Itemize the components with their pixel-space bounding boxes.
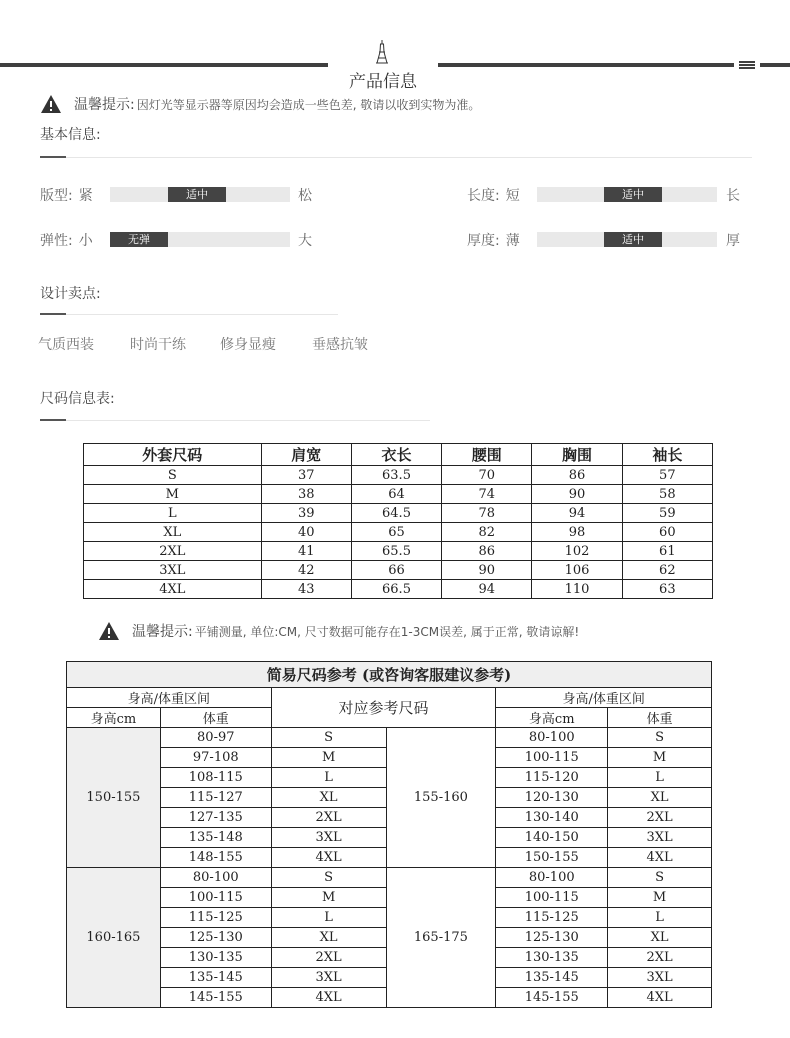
- thickness-attr: 厚度: 薄: [467, 233, 520, 249]
- table-cell: 70: [442, 466, 532, 485]
- header-rule-end: [760, 63, 790, 67]
- tip-title: 温馨提示:: [132, 624, 193, 640]
- header-cell: 体重: [160, 708, 271, 728]
- tip-mid: [98, 621, 579, 641]
- table-cell: 145-155: [496, 988, 608, 1008]
- table-cell: 130-140: [496, 808, 608, 828]
- table-cell: 2XL: [271, 808, 386, 828]
- height-range-cell: 155-160: [386, 728, 496, 868]
- table-cell: 42: [261, 561, 351, 580]
- table-cell: 57: [622, 466, 712, 485]
- header-rule-left: [0, 63, 328, 67]
- tip-top: [40, 94, 480, 114]
- feature-item: 修身显瘦: [220, 337, 276, 353]
- table-cell: 140-150: [496, 828, 608, 848]
- table-cell: 3XL: [608, 828, 712, 848]
- feature-item: 垂感抗皱: [312, 337, 368, 353]
- table-cell: L: [608, 768, 712, 788]
- table-cell: 90: [532, 485, 622, 504]
- table-cell: 60: [622, 523, 712, 542]
- table-cell: 59: [622, 504, 712, 523]
- table-cell: 61: [622, 542, 712, 561]
- table-cell: 80-97: [160, 728, 271, 748]
- table-cell: 3XL: [84, 561, 262, 580]
- table-row: [84, 542, 713, 561]
- table-cell: 130-135: [496, 948, 608, 968]
- table-header-row: [67, 688, 712, 708]
- table-cell: 135-145: [496, 968, 608, 988]
- table-cell: 115-125: [160, 908, 271, 928]
- fit-right: 松: [298, 188, 312, 204]
- table-cell: 115-125: [496, 908, 608, 928]
- header-rule-right: [438, 63, 734, 67]
- stretch-right: 大: [298, 233, 312, 249]
- fit-attr: 版型: 紧: [40, 188, 93, 204]
- table-caption: 简易尺码参考 (或咨询客服建议参考): [67, 662, 712, 688]
- menu-icon: [739, 61, 755, 69]
- length-right: 长: [726, 188, 740, 204]
- table-cell: 64.5: [351, 504, 441, 523]
- warning-icon: [98, 621, 120, 641]
- table-cell: 80-100: [160, 868, 271, 888]
- table-cell: 150-155: [496, 848, 608, 868]
- table-row: [67, 728, 712, 748]
- tip-text: 平铺测量, 单位:CM, 尺寸数据可能存在1-3CM误差, 属于正常, 敬请谅解!: [194, 624, 580, 639]
- table-cell: XL: [271, 788, 386, 808]
- table-header-row: [84, 444, 713, 466]
- table-row: [84, 466, 713, 485]
- table-cell: S: [271, 728, 386, 748]
- table-cell: 62: [622, 561, 712, 580]
- length-scale: [537, 187, 717, 202]
- table-cell: M: [271, 748, 386, 768]
- height-range-cell: 165-175: [386, 868, 496, 1008]
- table-cell: 65.5: [351, 542, 441, 561]
- header-cell: 对应参考尺码: [271, 688, 496, 728]
- header-cell: 外套尺码: [84, 444, 262, 466]
- section-divider: [40, 419, 66, 421]
- table-cell: 127-135: [160, 808, 271, 828]
- thickness-scale: [537, 232, 717, 247]
- header-cell: 身高cm: [67, 708, 161, 728]
- table-cell: S: [608, 728, 712, 748]
- table-cell: 135-145: [160, 968, 271, 988]
- header-cell: 胸围: [532, 444, 622, 466]
- table-cell: 64: [351, 485, 441, 504]
- size-info-title: 尺码信息表:: [40, 391, 115, 407]
- table-cell: S: [608, 868, 712, 888]
- header-cell: 身高/体重区间: [496, 688, 712, 708]
- table-row: [84, 523, 713, 542]
- table-cell: L: [84, 504, 262, 523]
- table-cell: 63.5: [351, 466, 441, 485]
- table-cell: 37: [261, 466, 351, 485]
- table-cell: 108-115: [160, 768, 271, 788]
- header-cell: 袖长: [622, 444, 712, 466]
- table-cell: M: [271, 888, 386, 908]
- size-reference-table: [66, 661, 712, 1008]
- warning-icon: [40, 94, 62, 114]
- table-cell: 3XL: [271, 828, 386, 848]
- table-cell: 115-120: [496, 768, 608, 788]
- table-cell: 120-130: [496, 788, 608, 808]
- table-cell: 4XL: [608, 988, 712, 1008]
- table-cell: 125-130: [496, 928, 608, 948]
- table-cell: 135-148: [160, 828, 271, 848]
- tip-title: 温馨提示:: [74, 97, 135, 113]
- table-cell: XL: [608, 788, 712, 808]
- table-cell: 148-155: [160, 848, 271, 868]
- feature-item: 时尚干练: [130, 337, 186, 353]
- feature-item: 气质西装: [38, 337, 94, 353]
- table-cell: 78: [442, 504, 532, 523]
- table-cell: S: [271, 868, 386, 888]
- table-cell: 66: [351, 561, 441, 580]
- size-table: [83, 443, 713, 599]
- height-range-cell: 150-155: [67, 728, 161, 868]
- table-cell: 115-127: [160, 788, 271, 808]
- table-cell: 80-100: [496, 868, 608, 888]
- table-cell: 94: [532, 504, 622, 523]
- table-cell: M: [84, 485, 262, 504]
- stretch-selected: 无弹: [110, 232, 168, 247]
- table-cell: 82: [442, 523, 532, 542]
- eiffel-tower-icon: [375, 40, 389, 64]
- basic-info-title: 基本信息:: [40, 127, 101, 143]
- table-cell: 100-115: [496, 748, 608, 768]
- table-cell: L: [608, 908, 712, 928]
- table-cell: 106: [532, 561, 622, 580]
- tip-text: 因灯光等显示器等原因均会造成一些色差, 敬请以收到实物为准。: [136, 97, 481, 112]
- table-cell: 2XL: [271, 948, 386, 968]
- table-cell: 63: [622, 580, 712, 599]
- table-cell: M: [608, 748, 712, 768]
- section-rule: [66, 157, 752, 158]
- table-cell: 2XL: [84, 542, 262, 561]
- table-cell: 86: [442, 542, 532, 561]
- section-divider: [40, 156, 66, 158]
- table-cell: 145-155: [160, 988, 271, 1008]
- table-cell: 58: [622, 485, 712, 504]
- table-cell: 100-115: [160, 888, 271, 908]
- table-row: [84, 485, 713, 504]
- table-cell: 97-108: [160, 748, 271, 768]
- length-selected: 适中: [604, 187, 662, 202]
- table-cell: XL: [608, 928, 712, 948]
- table-cell: 3XL: [271, 968, 386, 988]
- header-cell: 腰围: [442, 444, 532, 466]
- table-cell: 4XL: [271, 988, 386, 1008]
- fit-selected: 适中: [168, 187, 226, 202]
- table-row: [84, 580, 713, 599]
- table-row: [84, 561, 713, 580]
- table-cell: 110: [532, 580, 622, 599]
- height-range-cell: 160-165: [67, 868, 161, 1008]
- table-caption-row: [67, 662, 712, 688]
- table-cell: 102: [532, 542, 622, 561]
- table-cell: 2XL: [608, 948, 712, 968]
- page-title: 产品信息: [349, 72, 417, 92]
- header-cell: 身高/体重区间: [67, 688, 272, 708]
- table-cell: 2XL: [608, 808, 712, 828]
- section-rule: [66, 314, 338, 315]
- table-cell: M: [608, 888, 712, 908]
- length-attr: 长度: 短: [467, 188, 520, 204]
- table-cell: 100-115: [496, 888, 608, 908]
- table-cell: XL: [271, 928, 386, 948]
- table-row: [84, 504, 713, 523]
- header-cell: 身高cm: [496, 708, 608, 728]
- table-cell: 125-130: [160, 928, 271, 948]
- table-cell: 38: [261, 485, 351, 504]
- table-cell: 40: [261, 523, 351, 542]
- table-row: [67, 868, 712, 888]
- thickness-right: 厚: [726, 233, 740, 249]
- table-cell: 130-135: [160, 948, 271, 968]
- table-cell: 4XL: [608, 848, 712, 868]
- table-cell: L: [271, 908, 386, 928]
- table-cell: 41: [261, 542, 351, 561]
- thickness-selected: 适中: [604, 232, 662, 247]
- table-cell: L: [271, 768, 386, 788]
- section-divider: [40, 313, 66, 315]
- table-cell: 4XL: [271, 848, 386, 868]
- table-cell: 86: [532, 466, 622, 485]
- table-cell: 80-100: [496, 728, 608, 748]
- table-cell: 3XL: [608, 968, 712, 988]
- stretch-attr: 弹性: 小: [40, 233, 93, 249]
- table-cell: S: [84, 466, 262, 485]
- fit-scale: [110, 187, 290, 202]
- stretch-scale: [110, 232, 290, 247]
- table-cell: 90: [442, 561, 532, 580]
- table-cell: 4XL: [84, 580, 262, 599]
- table-cell: 66.5: [351, 580, 441, 599]
- header-cell: 衣长: [351, 444, 441, 466]
- header-cell: 肩宽: [261, 444, 351, 466]
- table-cell: 98: [532, 523, 622, 542]
- table-cell: 65: [351, 523, 441, 542]
- table-cell: 94: [442, 580, 532, 599]
- table-cell: 39: [261, 504, 351, 523]
- table-cell: XL: [84, 523, 262, 542]
- table-cell: 43: [261, 580, 351, 599]
- header-cell: 体重: [608, 708, 712, 728]
- section-rule: [66, 420, 430, 421]
- table-cell: 74: [442, 485, 532, 504]
- design-title: 设计卖点:: [40, 286, 101, 302]
